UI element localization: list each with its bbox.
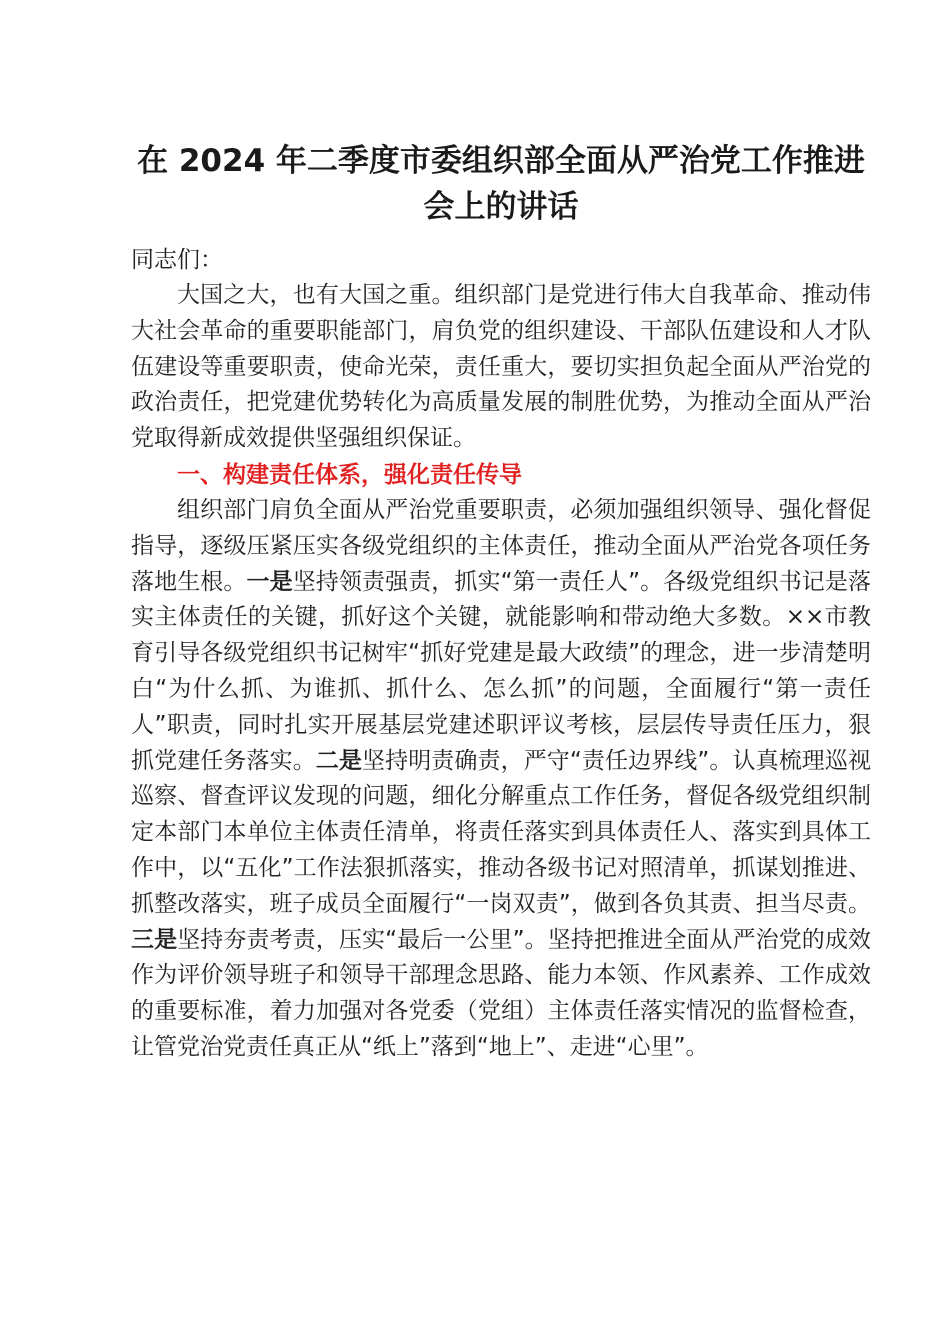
section-heading-1: 一、构建责任体系，强化责任传导 — [177, 461, 522, 488]
lead-text: 组织部门肩负全面从严治党重要职责，必须加强组织领导、强化督促指导，逐级压紧压实各级党组织的主体责任，推动全面从严治党各项任务落地生根。 — [131, 496, 871, 595]
keyword-second: 二是 — [315, 747, 362, 774]
section-1-paragraph — [131, 493, 871, 1066]
document-title: 在 2024 年二季度市委组织部全面从严治党工作推进会上的讲话 — [137, 143, 865, 225]
document-page — [131, 128, 871, 1066]
keyword-third: 三是 — [131, 926, 178, 953]
intro-paragraph: 大国之大，也有大国之重。组织部门是党进行伟大自我革命、推动伟大社会革命的重要职能部门，肩负党的组织建设、干部队伍建设和人才队伍建设等重要职责，使命光荣，责任重大，要切实担负起全面从严治党的政治责任，把党建优势转化为高质量发展的制胜优势，为推动全面从严治党取得新成效提供坚强组织保证。 — [131, 282, 871, 452]
point-second-text: 坚持明责确责，严守“责任边界线”。认真梳理巡视巡察、督查评议发现的问题，细化分解重点工作任务，督促各级党组织制定本部门本单位主体责任清单，将责任落实到具体责任人、落实到具体工作中，以“五化”工作法狠抓落实，推动各级书记对照清单，抓谋划推进、抓整改落实，班子成员全面履行“一岗双责”，做到各负其责、担当尽责。 — [131, 747, 872, 917]
salutation: 同志们： — [131, 247, 223, 273]
point-third-text: 坚持夯责考责，压实“最后一公里”。坚持把推进全面从严治党的成效作为评价领导班子和领导干部理念思路、能力本领、作风素养、工作成效的重要标准，着力加强对各党委（党组）主体责任落实情况的监督检查，让管党治党责任真正从“纸上”落到“地上”、走进“心里”。 — [131, 926, 871, 1060]
keyword-first: 一是 — [246, 568, 293, 595]
point-first-text: 坚持领责强责，抓实“第一责任人”。各级党组织书记是落实主体责任的关键，抓好这个关键，就能影响和带动绝大多数。××市教育引导各级党组织书记树牢“抓好党建是最大政绩”的理念，进一步清楚明白“为什么抓、为谁抓、抓什么、怎么抓”的问题，全面履行“第一责任人”职责，同时扎实开展基层党建述职评议考核，层层传导责任压力，狠抓党建任务落实。 — [131, 568, 871, 774]
